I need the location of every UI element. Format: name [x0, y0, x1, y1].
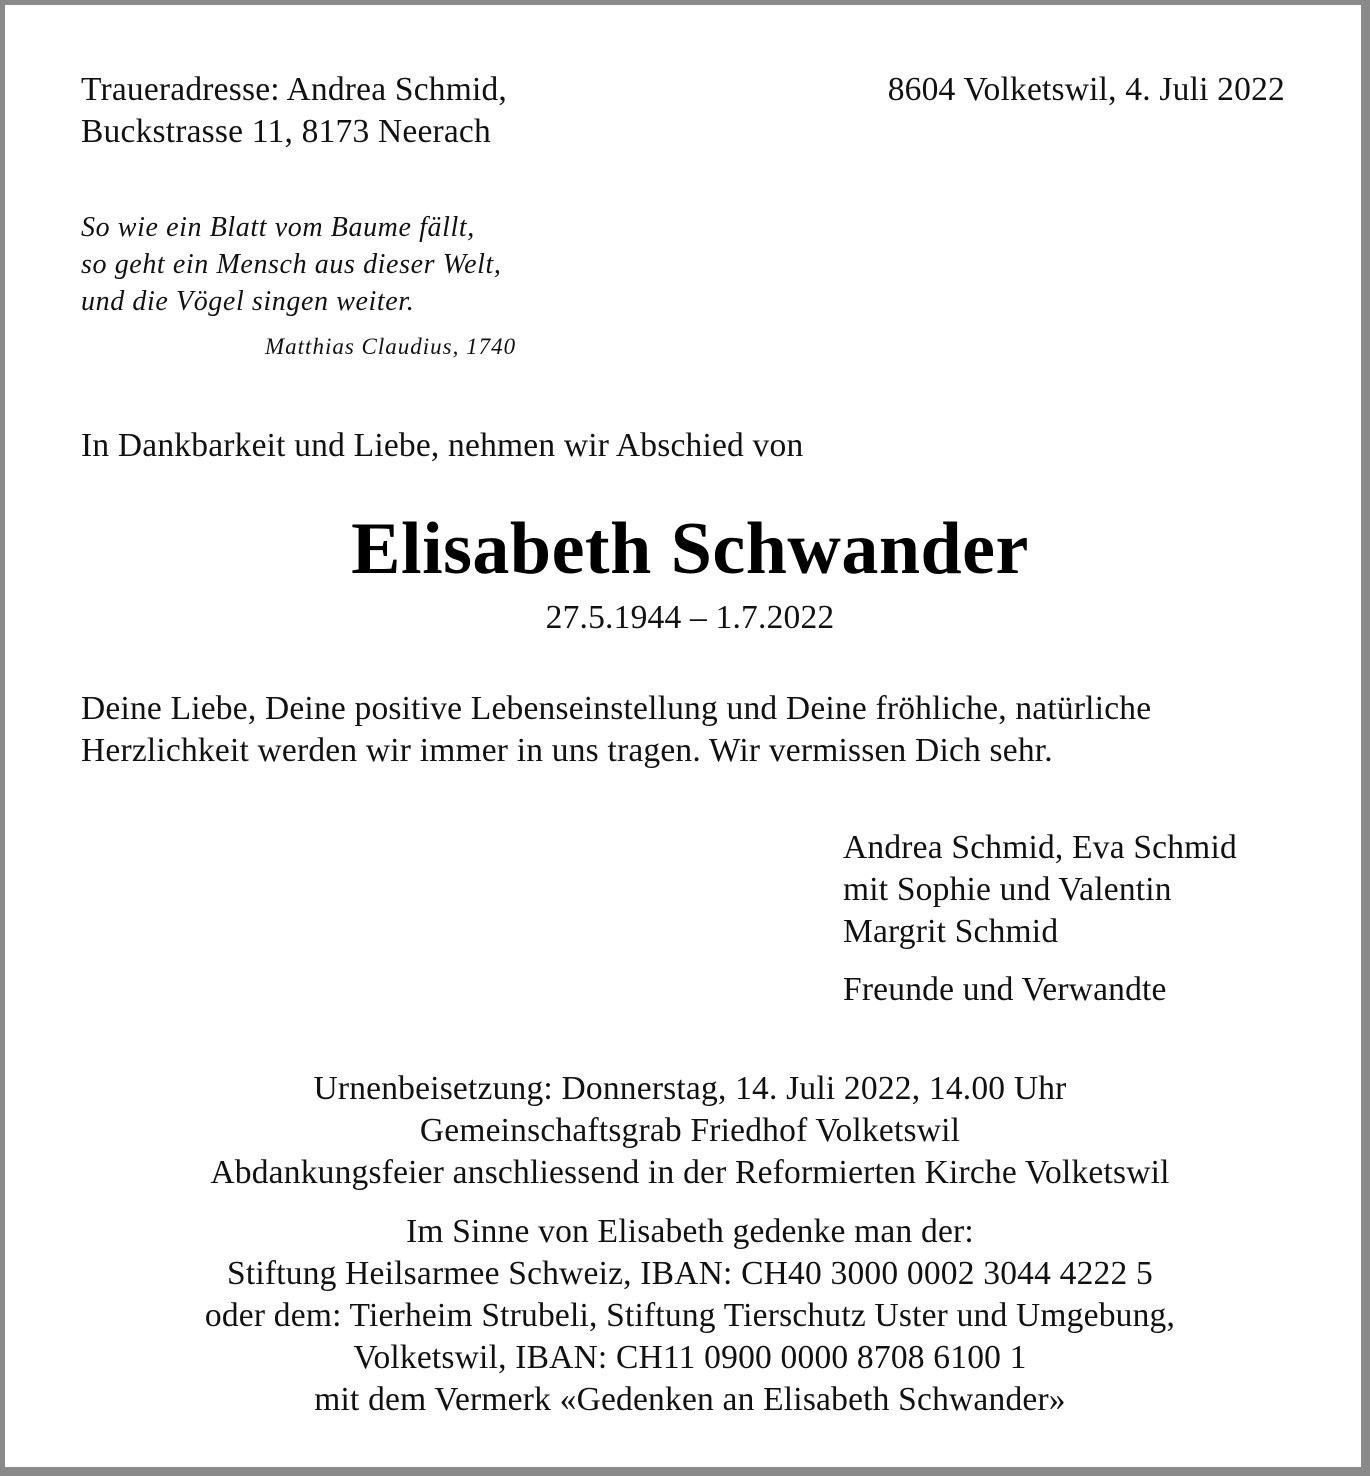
poem-author: Matthias Claudius, 1740	[265, 334, 517, 359]
address-line: Traueradresse: Andrea Schmid,	[81, 71, 508, 108]
poem-line: und die Vögel singen weiter.	[81, 286, 415, 317]
service-line: Gemeinschaftsgrab Friedhof Volketswil	[419, 1112, 961, 1149]
donation-line: oder dem: Tierheim Strubeli, Stiftung Tierschutz Uster und Umgebung,	[204, 1297, 1176, 1334]
mourner-line: Andrea Schmid, Eva Schmid	[843, 829, 1237, 866]
tribute-line: Deine Liebe, Deine positive Lebenseinstellung und Deine fröhliche, natürliche	[81, 690, 1152, 727]
donation-info	[5, 1211, 1370, 1421]
mourners-list	[843, 827, 1237, 953]
deceased-name: Elisabeth Schwander	[351, 508, 1029, 590]
poem-line: So wie ein Blatt vom Baume fällt,	[81, 212, 475, 243]
poem-quote	[81, 209, 501, 320]
intro-text: In Dankbarkeit und Liebe, nehmen wir Abschied von	[81, 427, 804, 464]
funeral-service-info	[5, 1068, 1370, 1194]
poem-line: so geht ein Mensch aus dieser Welt,	[81, 249, 502, 280]
friends-relatives: Freunde und Verwandte	[843, 971, 1167, 1008]
service-line: Abdankungsfeier anschliessend in der Reformierten Kirche Volketswil	[210, 1154, 1170, 1191]
mourning-address	[81, 69, 507, 153]
mourner-line: mit Sophie und Valentin	[843, 871, 1172, 908]
tribute-line: Herzlichkeit werden wir immer in uns tragen. Wir vermissen Dich sehr.	[81, 732, 1053, 769]
tribute-text	[81, 688, 1151, 772]
donation-line: mit dem Vermerk «Gedenken an Elisabeth Schwander»	[314, 1381, 1066, 1418]
mourner-line: Margrit Schmid	[843, 913, 1059, 950]
donation-line: Stiftung Heilsarmee Schweiz, IBAN: CH40 3000 0002 3044 4222 5	[227, 1255, 1153, 1292]
place-date: 8604 Volketswil, 4. Juli 2022	[887, 71, 1285, 108]
donation-line: Im Sinne von Elisabeth gedenke man der:	[406, 1213, 974, 1250]
address-line: Buckstrasse 11, 8173 Neerach	[81, 113, 491, 150]
donation-line: Volketswil, IBAN: CH11 0900 0000 8708 6100 1	[353, 1339, 1027, 1376]
life-dates: 27.5.1944 – 1.7.2022	[545, 599, 835, 636]
service-line: Urnenbeisetzung: Donnerstag, 14. Juli 2022, 14.00 Uhr	[313, 1070, 1067, 1107]
